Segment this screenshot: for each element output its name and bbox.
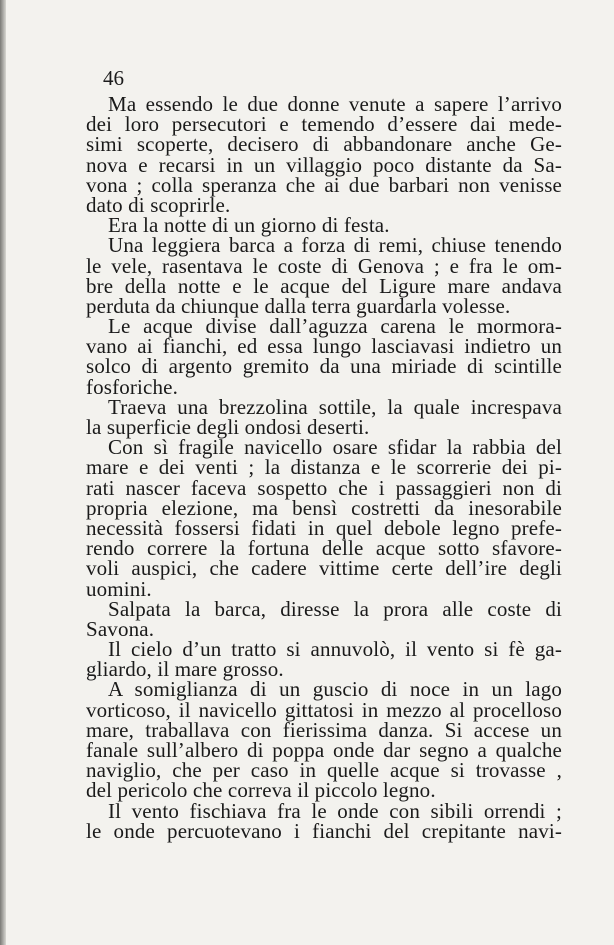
text-line: le vele, rasentava le coste di Genova ; e fra le om- — [86, 253, 562, 278]
body-text — [86, 94, 562, 841]
text-line: del pericolo che correva il piccolo legno. — [86, 778, 436, 803]
text-line: Una leggiera barca a forza di remi, chiuse tenendo — [108, 233, 562, 258]
text-line: le onde percuotevano i fianchi del crepitante navi- — [86, 818, 562, 843]
text-line: nova e recarsi in un villaggio poco distante da Sa- — [86, 152, 562, 177]
text-line: mare, traballava con fierissima danza. Si accese un — [86, 717, 562, 742]
text-line: Savona. — [86, 616, 155, 641]
text-line: uomini. — [86, 576, 152, 601]
page-number: 46 — [103, 66, 124, 90]
text-line: Traeva una brezzolina sottile, la quale increspava — [108, 394, 562, 419]
text-line: la superficie degli ondosi deserti. — [86, 415, 370, 439]
text-line: necessità fossersi fidati in quel debole legno prefe- — [86, 515, 562, 540]
text-line: simi scoperte, decisero di abbandonare anche Ge- — [86, 132, 562, 157]
text-line: Le acque divise dall’aguzza carena le mormora- — [108, 314, 562, 339]
text-line: Ma essendo le due donne venute a sapere l’arrivo — [108, 92, 562, 116]
text-line: rati nascer faceva sospetto che i passaggieri non di — [86, 475, 562, 500]
text-line: rendo correre la fortuna delle acque sotto sfavore- — [86, 536, 562, 561]
text-line: solco di argento gremito da una miriade di scintille — [86, 354, 562, 379]
text-line: perduta da chiunque dalla terra guardarla volesse. — [86, 293, 511, 318]
text-line: Era la notte di un giorno di festa. — [108, 213, 390, 238]
text-line: gliardo, il mare grosso. — [86, 657, 284, 682]
text-line: Con sì fragile navicello osare sfidar la rabbia del — [108, 435, 562, 460]
text-line: Il cielo d’un tratto si annuvolò, il vento si fè ga- — [108, 637, 562, 662]
text-line: vano ai fianchi, ed essa lungo lasciavasi indietro un — [86, 334, 562, 359]
text-line: mare e dei venti ; la distanza e le scorrerie dei pi- — [86, 455, 562, 480]
text-line: Salpata la barca, diresse la prora alle coste di — [108, 596, 562, 621]
text-line: vorticoso, il navicello gittatosi in mezzo al procelloso — [86, 697, 562, 722]
text-line: propria elezione, ma bensì costretti da inesorabile — [86, 495, 562, 520]
text-line: Il vento fischiava fra le onde con sibili orrendi ; — [108, 798, 562, 823]
page-binding-edge — [0, 0, 6, 945]
text-line: voli auspici, che cadere vittime certe dell’ire degli — [86, 556, 562, 581]
text-line: bre della notte e le acque del Ligure mare andava — [86, 273, 562, 298]
text-line: naviglio, che per caso in quelle acque si trovasse , — [86, 758, 562, 783]
text-line: fanale sull’albero di poppa onde dar segno a qualche — [86, 738, 562, 762]
text-line: A somiglianza di un guscio di noce in un lago — [108, 677, 562, 702]
text-line: dei loro persecutori e temendo d’essere dai mede- — [86, 112, 562, 137]
text-line: dato di scoprirle. — [86, 192, 231, 217]
text-line: vona ; colla speranza che ai due barbari non venisse — [86, 172, 562, 197]
text-line: fosforiche. — [86, 374, 179, 399]
